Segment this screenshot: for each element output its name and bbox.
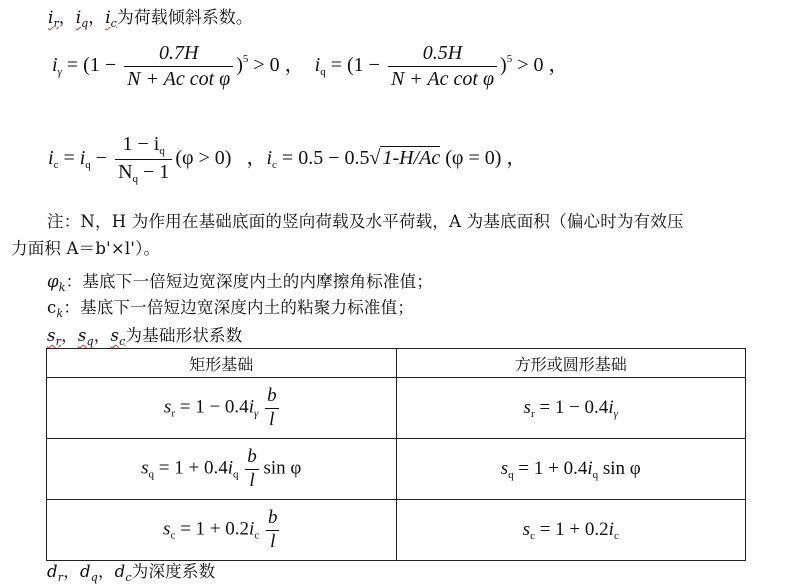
fraction-ic-numerator: $1 - i_q$: [122, 133, 165, 157]
equation-i-gamma-iq: $i_\gamma = (1$ − $\frac{0.7H}{\text{N + Ac cot φ}}$ )$^5$ > 0 ， $i_q = (1$ − $\frac{0.5H}{\text{N + Ac cot φ}}$ )$^5$ > 0 ，: [52, 42, 569, 90]
equation-left-tail: > 0 ，: [248, 54, 305, 77]
exponent-right: 5: [506, 53, 513, 66]
inclination-heading: $i_r$，$i_q$，$i_c$为荷载倾斜系数。: [48, 8, 253, 30]
table-row: [47, 378, 746, 439]
condition-phi-zero: (φ = 0) ，: [445, 146, 527, 169]
note-line-2: 力面积 A＝b'×l'）。: [11, 239, 161, 258]
symbol-i-c: $i_c$: [105, 8, 117, 30]
symbol-s-gamma: $s_r$: [47, 326, 62, 348]
c-k-definition: $c_k$：基底下一倍短边宽深度内土的粘聚力标准值；: [47, 298, 415, 320]
c-k-definition-text: ：基底下一倍短边宽深度内土的粘聚力标准值；: [63, 298, 415, 317]
ic-constant-expression: = 0.5 − 0.5: [281, 146, 370, 169]
fraction-07h-numerator: 0.7H: [158, 42, 199, 64]
symbol-s-q: $s_q$: [77, 326, 94, 348]
equation-right-tail: > 0 ，: [512, 54, 569, 77]
sqrt-body: 1-H/Ac: [382, 146, 441, 169]
table-row: [47, 500, 746, 561]
depth-factor-heading-text: 为深度系数: [131, 562, 216, 581]
shape-factor-table: [46, 348, 746, 561]
shape-factor-heading-text: 为基础形状系数: [125, 326, 243, 345]
symbol-s-c: $s_c$: [110, 326, 126, 348]
fraction-05h-numerator: 0.5H: [422, 42, 463, 64]
inclination-heading-text: 为荷载倾斜系数。: [116, 8, 253, 28]
exponent-left: 5: [242, 53, 249, 66]
fraction-07h: [124, 41, 233, 92]
cell-s-q-square: $s_q = 1 + 0.4i_q$ sin φ: [396, 439, 746, 500]
shape-factor-heading: $s_r$，$s_q$，$s_c$为基础形状系数: [47, 326, 243, 348]
separator-comma: ，: [246, 146, 267, 169]
symbol-d-gamma: $d_r$: [47, 562, 64, 584]
fraction-05h: [388, 41, 497, 92]
table-header-row: [47, 349, 746, 378]
table-row: [47, 439, 746, 500]
cell-s-gamma-rect: $s_r = 1 - 0.4i_\gamma$ $\frac{b}{l}$: [47, 378, 397, 439]
symbol-i-gamma: $i_r$: [48, 8, 59, 30]
equation-ic: $i_c = i_q$ − $\frac{1 - i_q}{N_q - 1}$ (φ > 0) ，$i_c = 0.5 - 0.5√$ 1-H/Ac (φ = 0) ，: [48, 133, 527, 185]
phi-k-definition-text: ：基底下一倍短边宽深度内土的内摩擦角标准值；: [65, 272, 434, 291]
cell-s-gamma-square: $s_r = 1 - 0.4i_\gamma$: [396, 378, 746, 439]
cell-s-q-rect: $s_q = 1 + 0.4i_q$ $\frac{b}{l}$ sin φ: [47, 439, 397, 500]
depth-factor-heading: $d_r$，$d_q$，$d_c$为深度系数: [47, 562, 216, 584]
symbol-i-q: $i_q$: [75, 8, 89, 30]
condition-phi-positive: (φ > 0): [175, 146, 232, 169]
note-line-1: 注：N，H 为作用在基础底面的竖向荷载及水平荷载，A 为基底面积（偏心时为有效压: [47, 212, 684, 231]
phi-k-definition: $\varphi_k$：基底下一倍短边宽深度内土的内摩擦角标准值；: [47, 272, 434, 294]
header-rectangular: 矩形基础: [47, 349, 397, 378]
fraction-07h-denominator: N + Ac cot φ: [124, 66, 233, 92]
fraction-05h-denominator: N + Ac cot φ: [388, 66, 497, 92]
fraction-ic: [115, 132, 172, 187]
symbol-d-c: $d_c$: [114, 562, 132, 584]
cell-s-c-square: $s_c = 1 + 0.2i_c$: [396, 500, 746, 561]
symbol-d-q: $d_q$: [79, 562, 98, 584]
header-square-circular: 方形或圆形基础: [396, 349, 746, 378]
cell-s-c-rect: $s_c = 1 + 0.2i_c$ $\frac{b}{l}$: [47, 500, 397, 561]
fraction-ic-denominator: $N_q - 1$: [115, 159, 172, 187]
